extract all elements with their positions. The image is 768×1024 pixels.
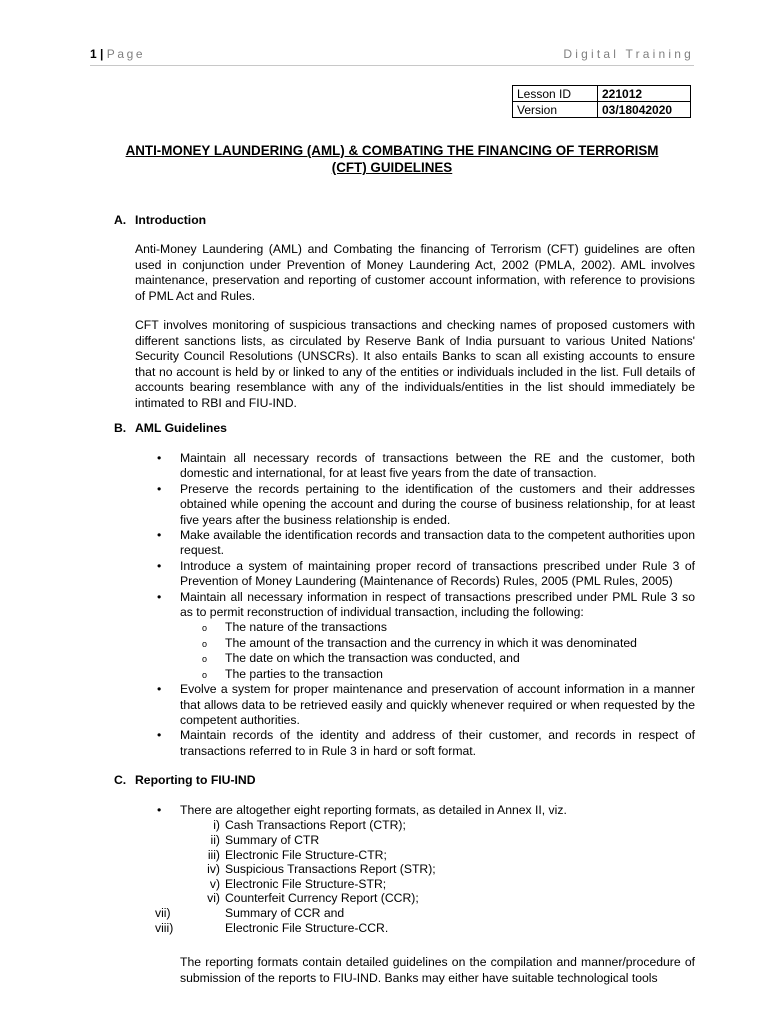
list-item: • Maintain all necessary records of transactions between the RE and the customer, both domestic and international, for at least five years from the date of transaction. xyxy=(157,451,695,481)
lesson-id-row xyxy=(513,86,691,102)
transaction-details-sublist xyxy=(180,620,695,682)
circle-bullet-icon: o xyxy=(202,654,208,665)
version-label: Version xyxy=(513,102,598,118)
sub-list-item: o The amount of the transaction and the currency in which it was denominated xyxy=(180,636,695,651)
header-title: Digital Training xyxy=(563,47,694,61)
version-value: 03/18042020 xyxy=(598,102,691,118)
section-a-title: Introduction xyxy=(135,213,207,227)
section-b-heading xyxy=(114,421,227,435)
page-word: Page xyxy=(106,47,146,61)
bullet-icon: • xyxy=(157,451,162,465)
circle-bullet-icon: o xyxy=(202,669,208,680)
section-c-title: Reporting to FIU-IND xyxy=(135,773,256,787)
section-c-heading xyxy=(114,773,256,787)
format-item: viii) Electronic File Structure-CCR. xyxy=(155,920,389,935)
format-item: vi) Counterfeit Currency Report (CCR); xyxy=(207,891,419,906)
list-item: • Maintain all necessary information in respect of transactions prescribed under PML Rule 3 so as to permit reconstruction of individual transaction, including the following: o The nature of the transactions o The amount of the transaction and the currency in which it was denominated o The date on which the transaction was conducted, and o The parties to the transaction xyxy=(135,590,695,682)
list-item: • Preserve the records pertaining to the identification of the customers and their addresses obtained while opening the account and during the course of business relationship, for at least five years after the business relationship is ended. xyxy=(157,481,695,527)
version-row xyxy=(513,102,691,118)
list-item: • Evolve a system for proper maintenance and preservation of account information in a manner that allows data to be retrieved easily and quickly whenever required or when requested by the competent authorities. xyxy=(157,682,695,727)
section-a-heading xyxy=(114,213,206,227)
list-item: • Make available the identification records and transaction data to the competent authorities upon request. xyxy=(157,528,695,558)
section-b-title: AML Guidelines xyxy=(135,421,227,435)
section-c-letter: C. xyxy=(114,773,127,787)
intro-paragraph-2: CFT involves monitoring of suspicious transactions and checking names of proposed customers with different sanctions lists, as circulated by Reserve Bank of India pursuant to various United Nations' Security Council Resolutions (UNSCRs). It also entails Banks to scan all existing accounts to ensure that no account is held by or linked to any of the entities or individuals included in the list. Full details of accounts bearing resemblance with any of the individuals/entities in the list should immediately be intimated to RBI and FIU-IND. xyxy=(135,318,695,410)
lesson-id-value: 221012 xyxy=(598,86,691,102)
bullet-icon: • xyxy=(157,589,162,604)
format-item: iv) Suspicious Transactions Report (STR); xyxy=(207,862,436,877)
lesson-id-label: Lesson ID xyxy=(513,86,598,102)
document-title xyxy=(88,142,696,176)
bullet-icon: • xyxy=(157,682,162,697)
section-a-letter: A. xyxy=(114,213,127,227)
page-number: 1 xyxy=(90,47,97,61)
format-item: ii) Summary of CTR xyxy=(210,833,320,847)
format-item: v) Electronic File Structure-STR; xyxy=(209,876,387,891)
reporting-formats-list xyxy=(155,818,695,935)
page-number-label xyxy=(90,47,145,61)
circle-bullet-icon: o xyxy=(202,638,208,649)
title-line-1: ANTI-MONEY LAUNDERING (AML) & COMBATING THE FINANCING OF TERRORISM xyxy=(125,143,659,158)
bullet-icon: • xyxy=(157,803,162,817)
sub-list-item: o The parties to the transaction xyxy=(180,667,695,682)
bullet-icon: • xyxy=(157,528,162,543)
list-item: • Introduce a system of maintaining proper record of transactions prescribed under Rule 3 of Prevention of Money Laundering (Maintenance of Records) Rules, 2005 (PML Rules, 2005) xyxy=(157,558,695,589)
sub-list-item: o The nature of the transactions xyxy=(180,620,695,635)
page-separator: | xyxy=(100,47,104,61)
bullet-icon: • xyxy=(157,481,162,496)
page-header xyxy=(90,47,694,66)
sub-list-item: o The date on which the transaction was conducted, and xyxy=(180,651,695,666)
list-item: • There are altogether eight reporting formats, as detailed in Annex II, viz. i) Cash Transactions Report (CTR); ii) Summary of CTR iii) Electronic File Structure-CTR; iv) Suspicious Transactions Report (STR); v) Electronic File Structure-STR; vi) Counterfeit Currency Report (CCR); vii) Summary of CCR and viii) Electronic File Structure-CCR. xyxy=(135,803,695,935)
lesson-info-table xyxy=(512,85,691,118)
title-line-2: (CFT) GUIDELINES xyxy=(331,160,453,175)
reporting-closing-paragraph: The reporting formats contain detailed guidelines on the compilation and manner/procedure of submission of the reports to FIU-IND. Banks may either have suitable technological tools xyxy=(180,955,695,985)
format-item: vii) Summary of CCR and xyxy=(155,905,345,920)
format-item: iii) Electronic File Structure-CTR; xyxy=(207,847,387,862)
reporting-list xyxy=(135,803,695,935)
section-b-letter: B. xyxy=(114,421,127,435)
format-item: i) Cash Transactions Report (CTR); xyxy=(213,818,406,833)
list-item: • Maintain records of the identity and address of their customer, and records in respect of transactions referred to in Rule 3 in hard or soft format. xyxy=(157,728,695,758)
bullet-icon: • xyxy=(157,558,162,573)
bullet-icon: • xyxy=(157,728,162,743)
intro-paragraph-1: Anti-Money Laundering (AML) and Combating the financing of Terrorism (CFT) guidelines are often used in conjunction under Prevention of Money Laundering Act, 2002 (PMLA, 2002). AML involves maintenance, preservation and reporting of customer account information, with reference to provisions of PML Act and Rules. xyxy=(135,242,695,303)
aml-guidelines-list xyxy=(135,451,695,759)
circle-bullet-icon: o xyxy=(202,623,208,634)
